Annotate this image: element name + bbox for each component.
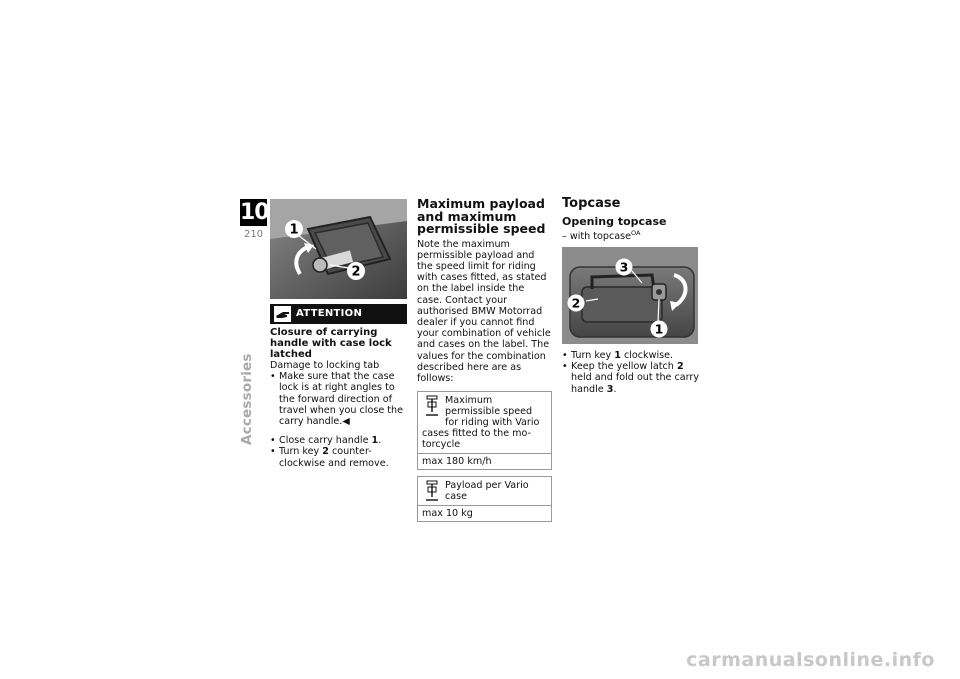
step-text: .	[378, 435, 382, 447]
speed-info-box	[417, 391, 552, 470]
step-text: Turn key	[279, 446, 323, 458]
step-text: Turn key	[571, 350, 615, 361]
payload-paragraph: Note the maximum permissible payload and the speed limit for riding with cases fitted, as stated on the label inside the case. Contact your authorised BMW Motorrad dealer if you cannot find your combination of vehicle and cases on the label. The values for the combination described here are as follows:	[417, 238, 551, 384]
end-mark: ◀	[342, 416, 350, 428]
payload-section	[417, 198, 552, 522]
step-fold-handle	[562, 361, 702, 395]
speed-info-label: Maximum permissible speed for riding with Vario cases fitted to the mo-torcycle	[422, 395, 540, 451]
figure1-callout-2: 2	[351, 264, 361, 280]
step-text: counter-clockwise and remove.	[279, 446, 389, 469]
payload-weight-icon	[425, 480, 439, 504]
warning-instruction-text: Make sure that the case lock is at right angles to the forward direction of travel when you close the carry handle.	[279, 371, 404, 428]
figure1-callout-1: 1	[289, 222, 299, 238]
topcase-variant	[562, 228, 702, 242]
step-ref: 1	[371, 435, 379, 447]
warning-title: Closure of carrying handle with case lock latched	[270, 327, 392, 360]
step-ref: 3	[606, 383, 614, 395]
variant-superscript: OA	[631, 228, 641, 237]
warning-instruction	[270, 371, 410, 427]
topcase-section	[562, 198, 702, 242]
warning-consequence: Damage to locking tab	[270, 360, 380, 371]
chapter-number: 10	[240, 200, 269, 225]
variant-text: – with topcase	[562, 230, 632, 242]
step-turn-key-clockwise	[562, 350, 702, 361]
attention-label: ATTENTION	[296, 308, 363, 319]
step-text: Keep the yellow latch	[571, 361, 677, 373]
step-turn-key	[270, 446, 410, 468]
attention-content	[270, 327, 410, 469]
page-number: 210	[243, 229, 264, 240]
step-ref: 1	[614, 350, 621, 361]
figure2-callout-3: 3	[619, 259, 629, 275]
opening-topcase-subheading: Opening topcase	[562, 214, 667, 228]
step-close-handle	[270, 435, 410, 446]
hand-warning-icon	[274, 306, 291, 322]
figure2-callout-2: 2	[571, 295, 581, 311]
section-heading: Maximum payload and maximum permissible speed	[417, 196, 546, 236]
topcase-photo	[562, 247, 698, 344]
chapter-title	[239, 345, 259, 445]
step-text: clockwise.	[620, 350, 674, 361]
step-text: held and fold out the carry handle	[571, 372, 700, 395]
figure2-callout-1: 1	[654, 321, 664, 337]
topcase-illustration	[562, 247, 698, 344]
speed-limit-icon	[425, 395, 439, 419]
payload-info-value: max 10 kg	[418, 505, 551, 521]
step-ref: 2	[322, 446, 329, 458]
attention-banner	[270, 304, 407, 324]
topcase-heading: Topcase	[562, 196, 621, 211]
chapter-title-text: Accessories	[239, 353, 255, 445]
case-lock-illustration	[270, 199, 407, 299]
watermark: carmanualsonline.info	[686, 649, 935, 671]
payload-info-box	[417, 476, 552, 522]
speed-info-value: max 180 km/h	[418, 453, 551, 469]
topcase-steps	[562, 350, 702, 395]
step-ref: 2	[676, 361, 684, 373]
step-text: .	[613, 383, 617, 395]
case-lock-photo	[270, 199, 407, 299]
step-text: Close carry handle	[279, 435, 372, 447]
payload-info-label: Payload per Vario case	[445, 480, 529, 503]
